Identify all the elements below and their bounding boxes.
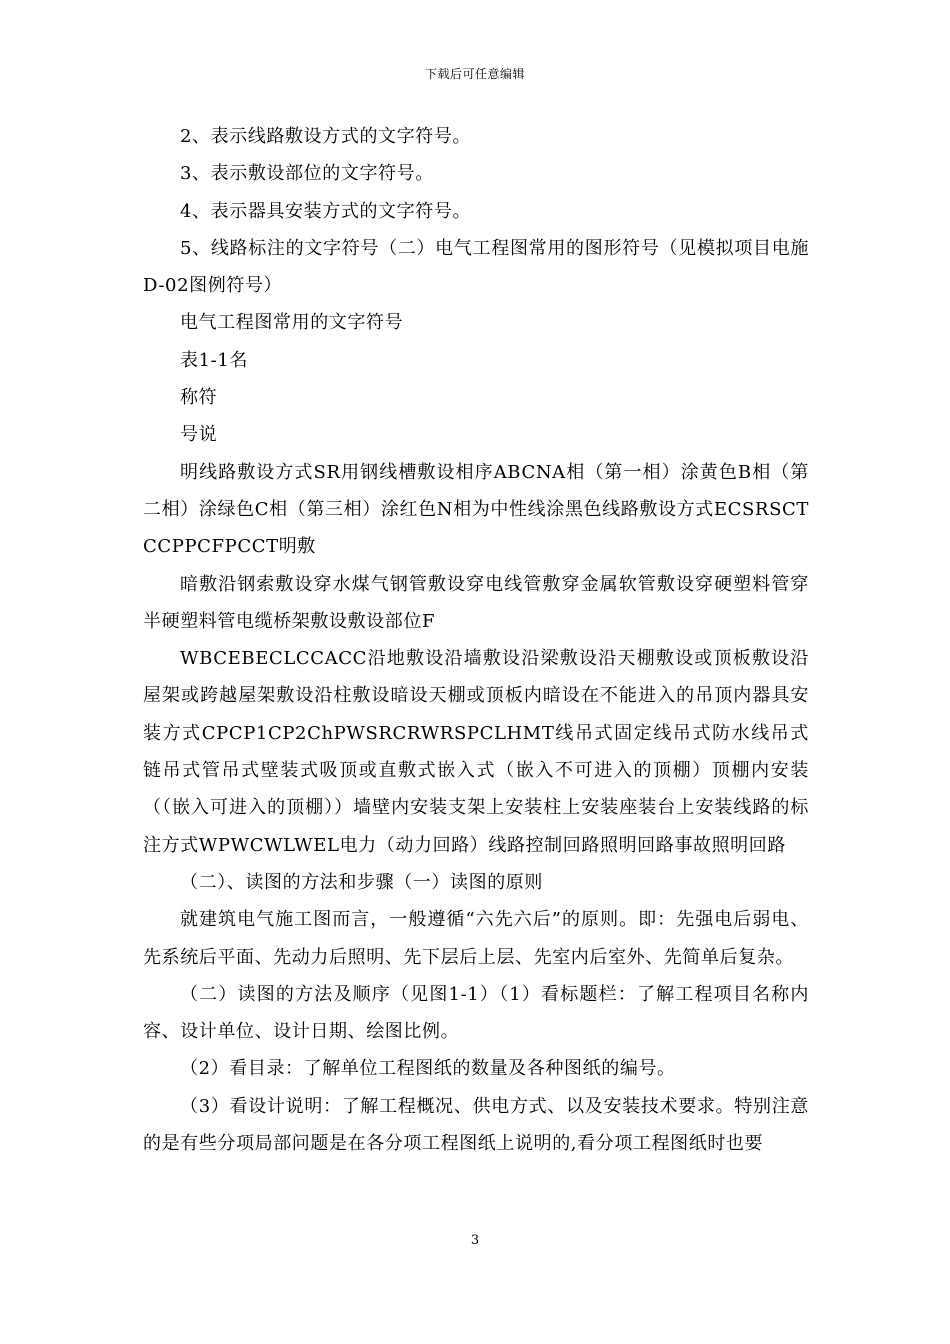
table-fragment: 号说 — [180, 424, 218, 446]
table-caption: 表1-1名 — [180, 349, 248, 371]
paragraph: 就建筑电气施工图而言，一般遵循“六先六后”的原则。即：先强电后弱电、先系统后平面、先动力后照明、先下层后上层、先室内后室外、先简单后复杂。 — [143, 909, 809, 968]
section-heading: （二）、读图的方法和步骤（一）读图的原则 — [180, 871, 543, 893]
paragraph: 3、表示敷设部位的文字符号。 — [180, 163, 434, 185]
section-heading: 电气工程图常用的文字符号 — [180, 312, 404, 334]
document-body — [143, 118, 809, 1162]
page-header: 下载后可任意编辑 — [424, 67, 525, 81]
paragraph: 4、表示器具安装方式的文字符号。 — [180, 200, 472, 222]
paragraph: 2、表示线路敷设方式的文字符号。 — [180, 126, 472, 147]
paragraph: （二）读图的方法及顺序（见图1-1）（1）看标题栏：了解工程项目名称内容、设计单位、设计日期、绘图比例。 — [143, 983, 809, 1043]
paragraph: （2）看目录：了解单位工程图纸的数量及各种图纸的编号。 — [180, 1058, 676, 1080]
paragraph: WBCEBECLCCACC沿地敷设沿墙敷设沿梁敷设沿天棚敷设或顶板敷设沿屋架或跨越屋架敷设沿柱敷设暗设天棚或顶板内暗设在不能进入的吊顶内器具安装方式CPCP1CP2ChPWSRCRWRSPCLHMT线吊式固定线吊式防水线吊式链吊式管吊式壁装式吸顶或直敷式嵌入式（嵌入不可进入的顶棚）顶棚内安装（（嵌入可进入的顶棚））墙壁内安装支架上安装柱上安装座装台上安装线路的标注方式WPWCWLWEL电力（动力回路）线路控制回路照明回路事故照明回路 — [143, 648, 809, 856]
paragraph: 暗敷沿钢索敷设穿水煤气钢管敷设穿电线管敷穿金属软管敷设穿硬塑料管穿半硬塑料管电缆桥架敷设敷设部位F — [143, 573, 809, 632]
table-fragment: 称符 — [180, 387, 218, 409]
paragraph: 明线路敷设方式SR用钢线槽敷设相序ABCNA相（第一相）涂黄色B相（第二相）涂绿色C相（第三相）涂红色N相为中性线涂黑色线路敷设方式ECSRSCTCCPPCFPCCT明敷 — [143, 461, 809, 558]
paragraph: （3）看设计说明：了解工程概况、供电方式、以及安装技术要求。特别注意的是有些分项局部问题是在各分项工程图纸上说明的,看分项工程图纸时也要 — [143, 1095, 809, 1155]
page-number: 3 — [470, 1233, 480, 1248]
paragraph: 5、线路标注的文字符号（二）电气工程图常用的图形符号（见模拟项目电施D-02图例符号） — [143, 237, 809, 297]
